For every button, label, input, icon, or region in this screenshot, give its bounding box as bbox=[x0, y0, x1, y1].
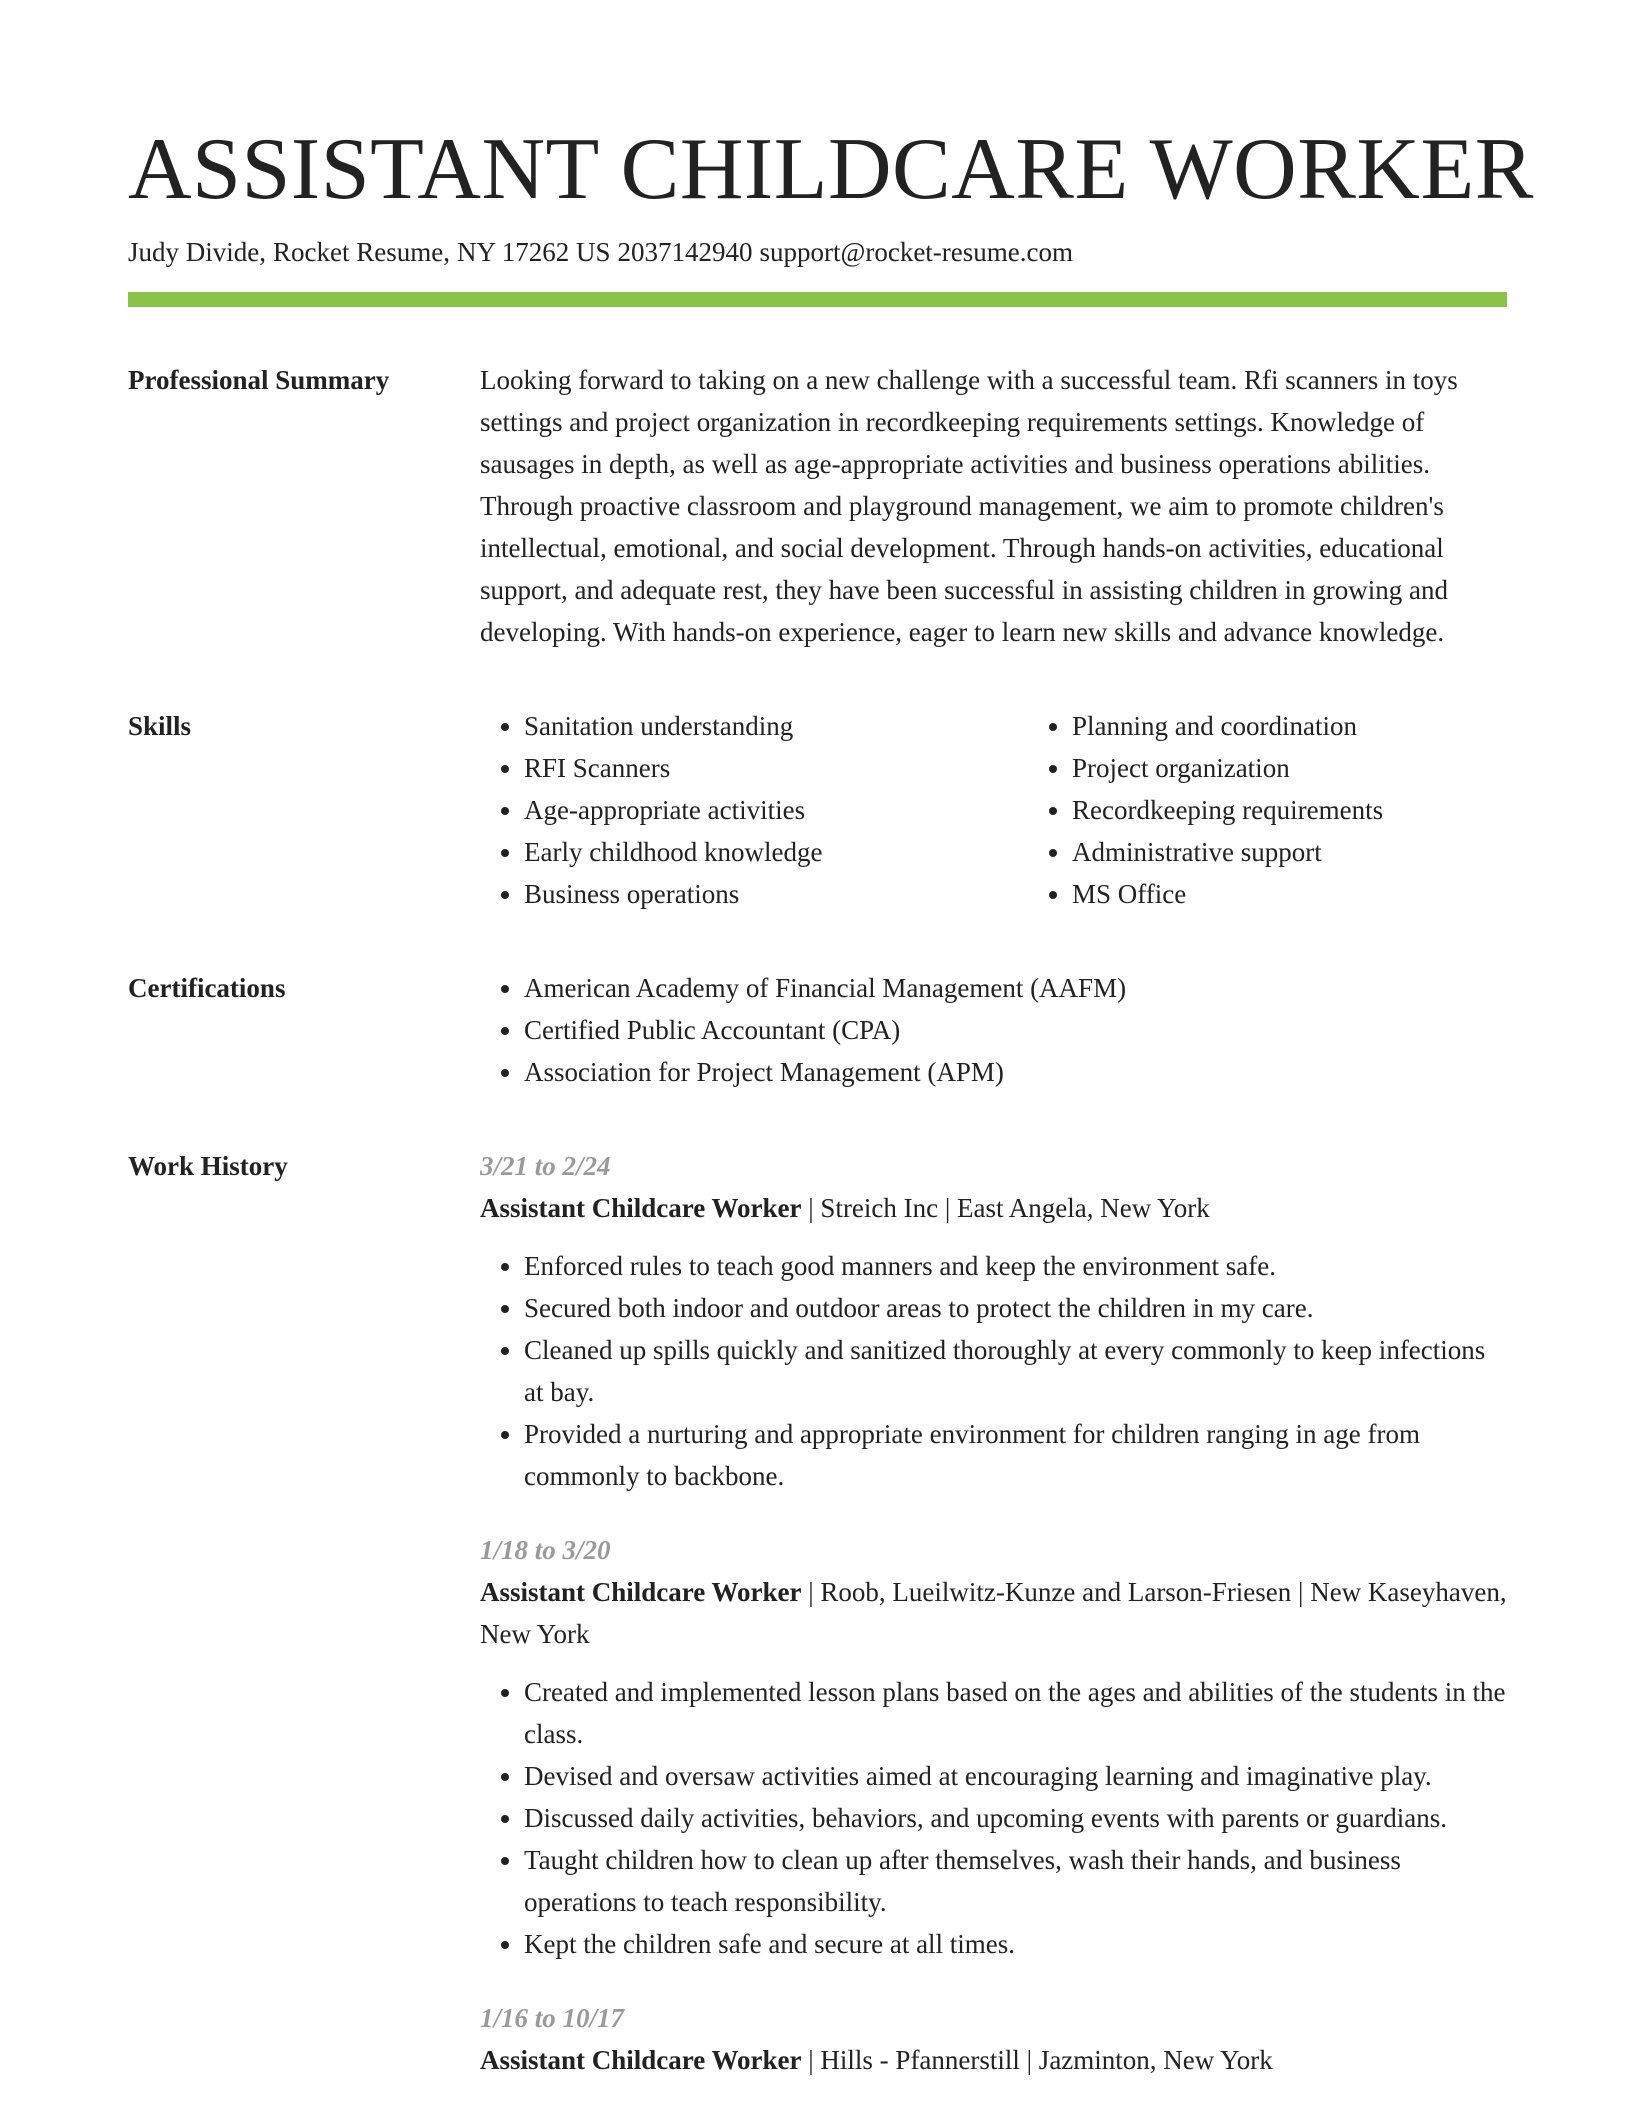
work-history-section bbox=[128, 1145, 1507, 2097]
job-heading bbox=[480, 1571, 1507, 1655]
skill-item: • Project organization bbox=[1072, 747, 1576, 789]
contact-email: support@rocket-resume.com bbox=[759, 237, 1074, 267]
job-dates: 3/21 to 2/24 bbox=[480, 1151, 611, 1181]
skill-item: • Planning and coordination bbox=[1072, 705, 1576, 747]
job-entry bbox=[480, 1997, 1507, 2081]
job-bullet: • Discussed daily activities, behaviors, and upcoming events with parents or guardians. bbox=[524, 1797, 1507, 1839]
job-title: Assistant Childcare Worker bbox=[480, 1193, 802, 1223]
job-bullet: • Secured both indoor and outdoor areas to protect the children in my care. bbox=[524, 1287, 1507, 1329]
summary-label: Professional Summary bbox=[128, 365, 390, 395]
job-dates: 1/16 to 10/17 bbox=[480, 2003, 625, 2033]
job-dates: 1/18 to 3/20 bbox=[480, 1535, 611, 1565]
job-bullets bbox=[480, 1245, 1507, 1497]
resume-title: ASSISTANT CHILDCARE WORKER bbox=[128, 121, 1534, 218]
contact-location: NY 17262 US bbox=[456, 237, 611, 267]
job-bullet: • Taught children how to clean up after themselves, wash their hands, and business operations to teach responsibility. bbox=[524, 1839, 1507, 1923]
summary-text: Looking forward to taking on a new challenge with a successful team. Rfi scanners in toys settings and project organization in recordkeeping requirements settings. Knowledge of sausages in depth, as well as age-appropriate activities and business operations abilities. Through proactive classroom and playground management, we aim to promote children's intellectual, emotional, and social development. Through hands-on activities, educational support, and adequate rest, they have been successful in assisting children in growing and developing. With hands-on experience, eager to learn new skills and advance knowledge. bbox=[480, 365, 1458, 647]
job-bullets bbox=[480, 1671, 1507, 1965]
certifications-section bbox=[128, 967, 1507, 1093]
certification-item: • Association for Project Management (APM) bbox=[524, 1051, 1507, 1093]
contact-phone: 2037142940 bbox=[617, 237, 753, 267]
job-bullet: • Enforced rules to teach good manners and keep the environment safe. bbox=[524, 1245, 1507, 1287]
skills-list-left bbox=[480, 705, 1028, 915]
job-bullet: • Created and implemented lesson plans based on the ages and abilities of the students in the class. bbox=[524, 1671, 1507, 1755]
skills-label: Skills bbox=[128, 711, 192, 741]
contact-company: Rocket Resume, bbox=[273, 237, 450, 267]
job-heading bbox=[480, 2039, 1507, 2081]
job-bullet: • Devised and oversaw activities aimed at encouraging learning and imaginative play. bbox=[524, 1755, 1507, 1797]
skill-item: • Business operations bbox=[524, 873, 1028, 915]
contact-line bbox=[128, 234, 1507, 270]
summary-section bbox=[128, 359, 1507, 653]
job-bullet: • Provided a nurturing and appropriate environment for children ranging in age from commonly to backbone. bbox=[524, 1413, 1507, 1497]
skills-columns bbox=[480, 705, 1576, 915]
skill-item: • RFI Scanners bbox=[524, 747, 1028, 789]
work-history-content bbox=[480, 1145, 1507, 2097]
certifications-content bbox=[480, 967, 1507, 1093]
skill-item: • Sanitation understanding bbox=[524, 705, 1028, 747]
certifications-label: Certifications bbox=[128, 973, 286, 1003]
contact-person: Judy Divide, bbox=[128, 237, 266, 267]
job-details: | Roob, Lueilwitz-Kunze and Larson-Friesen | New Kaseyhaven, New York bbox=[480, 1577, 1507, 1649]
skill-item: • Recordkeeping requirements bbox=[1072, 789, 1576, 831]
certification-item: • Certified Public Accountant (CPA) bbox=[524, 1009, 1507, 1051]
job-details: | Hills - Pfannerstill | Jazminton, New York bbox=[801, 2045, 1273, 2075]
job-bullet: • Cleaned up spills quickly and sanitized thoroughly at every commonly to keep infections at bay. bbox=[524, 1329, 1507, 1413]
job-bullet: • Kept the children safe and secure at all times. bbox=[524, 1923, 1507, 1965]
work-history-label: Work History bbox=[128, 1151, 288, 1181]
certifications-list bbox=[480, 967, 1507, 1093]
skill-item: • Administrative support bbox=[1072, 831, 1576, 873]
skill-item: • MS Office bbox=[1072, 873, 1576, 915]
accent-divider bbox=[128, 292, 1507, 307]
job-heading bbox=[480, 1187, 1507, 1229]
skill-item: • Age-appropriate activities bbox=[524, 789, 1028, 831]
certification-item: • American Academy of Financial Management (AAFM) bbox=[524, 967, 1507, 1009]
job-details: | Streich Inc | East Angela, New York bbox=[801, 1193, 1210, 1223]
job-title: Assistant Childcare Worker bbox=[480, 1577, 802, 1607]
job-entry bbox=[480, 1145, 1507, 1497]
skills-section bbox=[128, 705, 1507, 915]
job-title: Assistant Childcare Worker bbox=[480, 2045, 802, 2075]
skills-list-right bbox=[1028, 705, 1576, 915]
skill-item: • Early childhood knowledge bbox=[524, 831, 1028, 873]
job-entry bbox=[480, 1529, 1507, 1965]
